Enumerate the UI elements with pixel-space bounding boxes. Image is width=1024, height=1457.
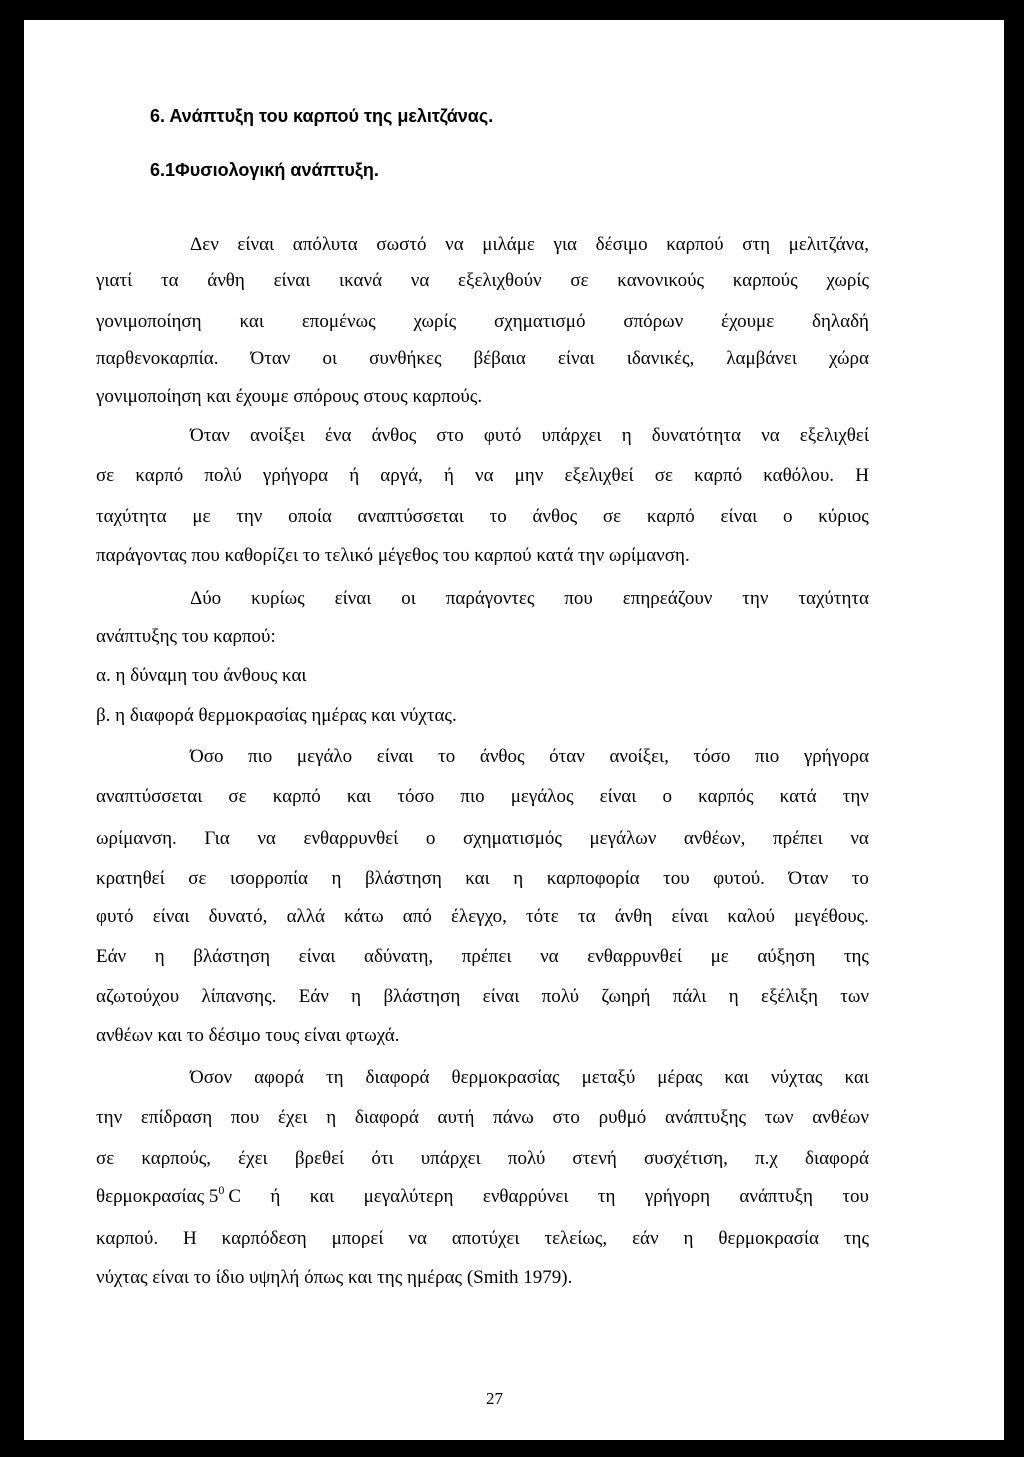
paragraph-line: σε καρπούς, έχει βρεθεί ότι υπάρχει πολύ στενή συσχέτιση, π.χ διαφορά <box>96 1148 869 1169</box>
paragraph-line: καρπού. Η καρπόδεση μπορεί να αποτύχει τελείως, εάν η θερμοκρασία της <box>96 1228 869 1249</box>
paragraph-line: αζωτούχου λίπανσης. Εάν η βλάστηση είναι πολύ ζωηρή πάλι η εξέλιξη των <box>96 986 869 1007</box>
paragraph-line: Όσο πιο μεγάλο είναι το άνθος όταν ανοίξει, τόσο πιο γρήγορα <box>190 746 869 767</box>
paragraph-line: ανθέων και το δέσιμο τους είναι φτωχά. <box>96 1025 400 1046</box>
paragraph-line: παράγοντας που καθορίζει το τελικό μέγεθος του καρπού κατά την ωρίμανση. <box>96 545 690 566</box>
paragraph-line: Δεν είναι απόλυτα σωστό να μιλάμε για δέσιμο καρπού στη μελιτζάνα, <box>190 234 869 255</box>
document-page <box>24 20 1004 1440</box>
paragraph-line: σε καρπό πολύ γρήγορα ή αργά, ή να μην εξελιχθεί σε καρπό καθόλου. Η <box>96 465 869 486</box>
paragraph-line: παρθενοκαρπία. Όταν οι συνθήκες βέβαια είναι ιδανικές, λαμβάνει χώρα <box>96 348 869 369</box>
paragraph-line: ταχύτητα με την οποία αναπτύσσεται το άνθος σε καρπό είναι ο κύριος <box>96 506 869 527</box>
paragraph-line: γιατί τα άνθη είναι ικανά να εξελιχθούν σε κανονικούς καρπούς χωρίς <box>96 270 869 291</box>
list-item: α. η δύναμη του άνθους και <box>96 665 307 686</box>
paragraph-line: αναπτύσσεται σε καρπό και τόσο πιο μεγάλος είναι ο καρπός κατά την <box>96 786 869 807</box>
paragraph-line: την επίδραση που έχει η διαφορά αυτή πάνω στο ρυθμό ανάπτυξης των ανθέων <box>96 1107 869 1128</box>
temperature-line <box>96 1183 869 1208</box>
page-number: 27 <box>486 1389 503 1408</box>
temperature-line-start: θερμοκρασίας $5^0$ <box>96 1183 225 1207</box>
subsection-heading: 6.1Φυσιολογική ανάπτυξη. <box>150 160 379 180</box>
section-heading: 6. Ανάπτυξη του καρπού της μελιτζάνας. <box>150 106 494 126</box>
paragraph-line: Όσον αφορά τη διαφορά θερμοκρασίας μεταξύ μέρας και νύχτας και <box>190 1067 869 1088</box>
paragraph-line: φυτό είναι δυνατό, αλλά κάτω από έλεγχο, τότε τα άνθη είναι καλού μεγέθους. <box>96 906 869 927</box>
paragraph-line: νύχτας είναι το ίδιο υψηλή όπως και της ημέρας (Smith 1979). <box>96 1267 573 1288</box>
degree-superscript: 0 <box>218 1183 225 1197</box>
paragraph-line: γονιμοποίηση και επομένως χωρίς σχηματισμό σπόρων έχουμε δηλαδή <box>96 311 869 332</box>
paragraph-line: ανάπτυξης του καρπού: <box>96 626 276 647</box>
paragraph-line: Δύο κυρίως είναι οι παράγοντες που επηρεάζουν την ταχύτητα <box>190 588 869 609</box>
paragraph-line: Εάν η βλάστηση είναι αδύνατη, πρέπει να ενθαρρυνθεί με αύξηση της <box>96 946 869 967</box>
list-item: β. η διαφορά θερμοκρασίας ημέρας και νύχτας. <box>96 705 457 726</box>
paragraph-line: γονιμοποίηση και έχουμε σπόρους στους καρπούς. <box>96 386 483 407</box>
temperature-line-rest: C ή και μεγαλύτερη ενθαρρύνει τη γρήγορη ανάπτυξη του <box>228 1186 869 1207</box>
paragraph-line: ωρίμανση. Για να ενθαρρυνθεί ο σχηματισμός μεγάλων ανθέων, πρέπει να <box>96 828 869 849</box>
paragraph-line: Όταν ανοίξει ένα άνθος στο φυτό υπάρχει η δυνατότητα να εξελιχθεί <box>190 425 869 446</box>
paragraph-line: κρατηθεί σε ισορροπία η βλάστηση και η καρποφορία του φυτού. Όταν το <box>96 868 869 889</box>
